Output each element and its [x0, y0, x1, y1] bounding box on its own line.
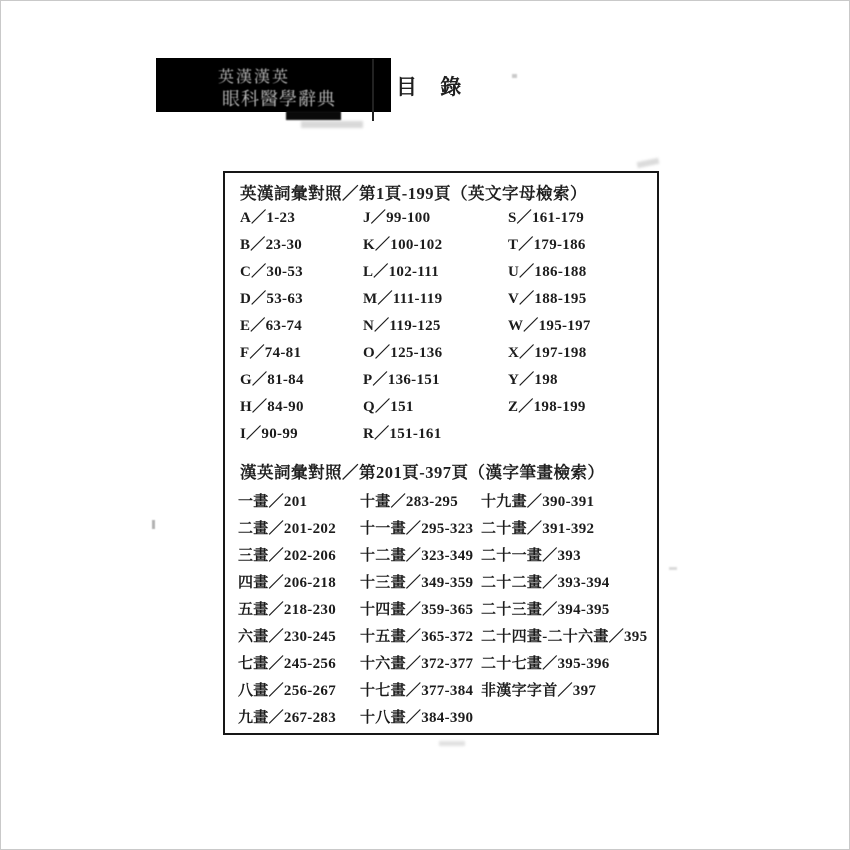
page-title: 目 錄: [396, 75, 466, 99]
toc-entry: 六畫／230-245: [238, 629, 336, 645]
toc-entry: 八畫／256-267: [238, 683, 336, 699]
toc-entry: H／84-90: [240, 399, 304, 415]
toc-column: [363, 205, 508, 448]
toc-entry: B／23-30: [240, 237, 303, 253]
toc-entry: 二十二畫／393-394: [481, 575, 610, 591]
toc-entry: P／136-151: [363, 372, 440, 388]
scan-speck: [512, 74, 517, 78]
toc-entry: X／197-198: [508, 345, 587, 361]
toc-entry: 十二畫／323-349: [360, 548, 474, 564]
toc-entry: 十三畫／349-359: [360, 575, 474, 591]
toc-entry: K／100-102: [363, 237, 443, 253]
toc-box: [223, 171, 659, 735]
toc-entry: 二十畫／391-392: [481, 521, 595, 537]
toc-entry: 十畫／283-295: [360, 494, 458, 510]
toc-entry: 十九畫／390-391: [481, 494, 595, 510]
toc-entry: 二十三畫／394-395: [481, 602, 610, 618]
book-title-banner: [156, 58, 391, 112]
toc-column: [240, 205, 363, 448]
toc-entry: 七畫／245-256: [238, 656, 336, 672]
toc-column: [238, 489, 360, 732]
section-title-stroke-index: 漢英詞彙對照／第201頁-397頁（漢字筆畫檢索）: [240, 463, 605, 482]
scan-speck: [669, 567, 677, 570]
toc-entry: R／151-161: [363, 426, 442, 442]
book-title-line1: 英漢漢英: [218, 69, 291, 86]
toc-entry: 二十一畫／393: [481, 548, 581, 564]
toc-entry: 三畫／202-206: [238, 548, 336, 564]
toc-entry: 非漢字字首／397: [481, 683, 597, 699]
section-title-english-index: 英漢詞彙對照／第1頁-199頁（英文字母檢索）: [240, 184, 587, 203]
toc-entry: A／1-23: [240, 210, 296, 226]
toc-entry: C／30-53: [240, 264, 303, 280]
toc-entry: 二畫／201-202: [238, 521, 336, 537]
toc-entry: Z／198-199: [508, 399, 586, 415]
toc-entry: F／74-81: [240, 345, 302, 361]
toc-entry: U／186-188: [508, 264, 587, 280]
toc-entry: L／102-111: [363, 264, 440, 280]
toc-entry: 十八畫／384-390: [360, 710, 474, 726]
toc-entry: E／63-74: [240, 318, 303, 334]
scan-speck: [152, 520, 155, 529]
toc-entry: 十六畫／372-377: [360, 656, 474, 672]
toc-entry: Y／198: [508, 372, 558, 388]
toc-entry: D／53-63: [240, 291, 303, 307]
scan-speck: [439, 741, 465, 746]
scan-smudge-faint: [301, 121, 363, 128]
toc-entry: V／188-195: [508, 291, 587, 307]
section-grid-stroke-index: [225, 489, 659, 732]
header-divider: [372, 59, 374, 121]
toc-entry: 十四畫／359-365: [360, 602, 474, 618]
toc-entry: 九畫／267-283: [238, 710, 336, 726]
toc-column: [360, 489, 481, 732]
toc-entry: I／90-99: [240, 426, 298, 442]
scan-speck: [637, 158, 660, 168]
toc-entry: 五畫／218-230: [238, 602, 336, 618]
toc-entry: 十五畫／365-372: [360, 629, 474, 645]
toc-entry: 一畫／201: [238, 494, 308, 510]
toc-entry: J／99-100: [363, 210, 431, 226]
book-title-line2: 眼科醫學辭典: [222, 89, 336, 109]
toc-entry: S／161-179: [508, 210, 585, 226]
toc-entry: W／195-197: [508, 318, 591, 334]
toc-entry: G／81-84: [240, 372, 304, 388]
toc-entry: 十七畫／377-384: [360, 683, 474, 699]
toc-entry: O／125-136: [363, 345, 443, 361]
toc-entry: 四畫／206-218: [238, 575, 336, 591]
toc-entry: T／179-186: [508, 237, 586, 253]
toc-entry: Q／151: [363, 399, 414, 415]
toc-entry: 二十四畫-二十六畫／395: [481, 629, 648, 645]
toc-entry: M／111-119: [363, 291, 443, 307]
toc-column: [508, 205, 658, 448]
toc-entry: N／119-125: [363, 318, 441, 334]
toc-entry: 二十七畫／395-396: [481, 656, 610, 672]
toc-column: [481, 489, 659, 732]
section-grid-english-index: [225, 205, 658, 448]
scan-smudge: [286, 111, 341, 120]
toc-entry: 十一畫／295-323: [360, 521, 474, 537]
